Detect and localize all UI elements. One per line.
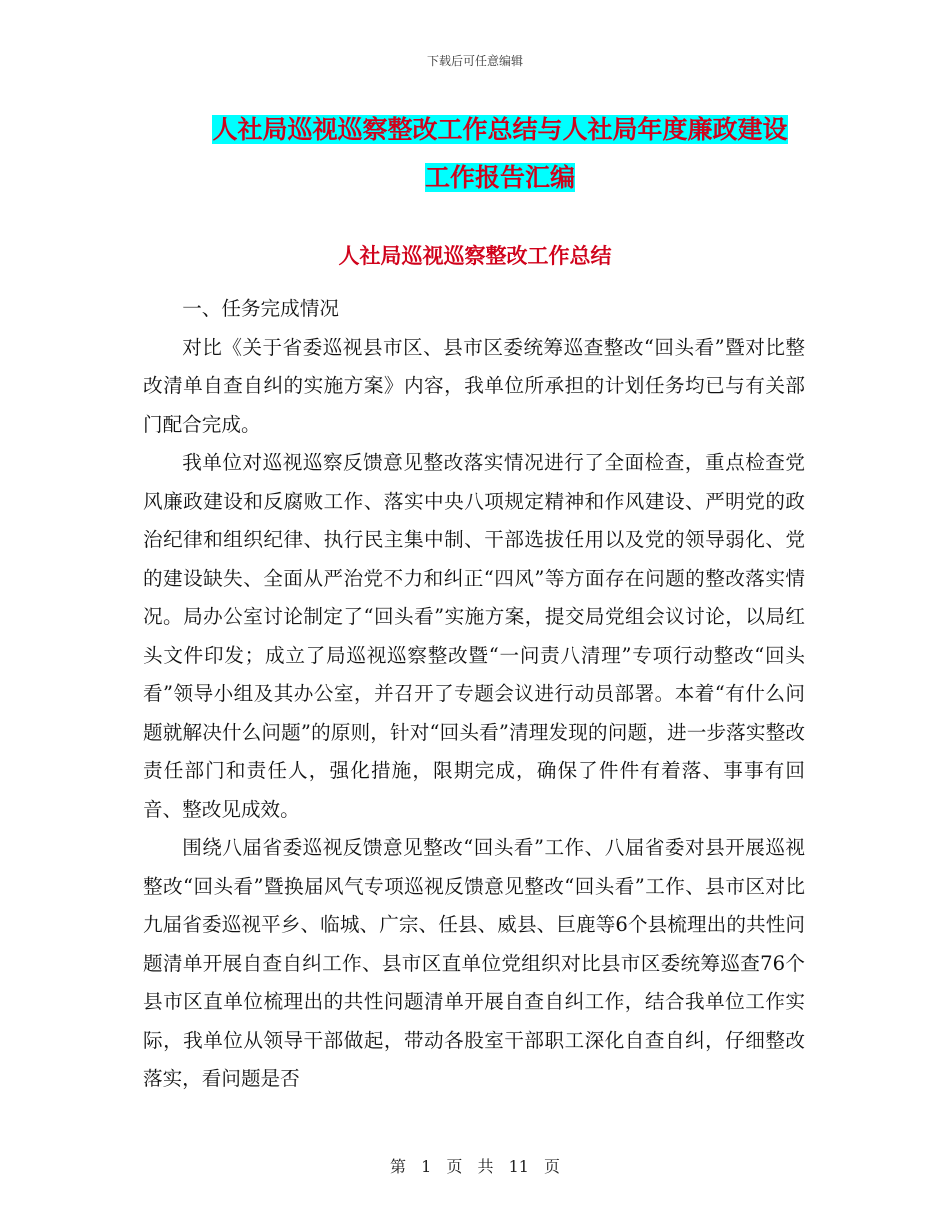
total-label: 共: [477, 1157, 494, 1176]
document-title: [120, 106, 880, 202]
paragraph-heading: 一、任务完成情况: [182, 297, 339, 320]
paragraph: 对比《关于省委巡视县市区、县市区委统筹巡查整改“回头看”暨对比整改清单自查自纠的实施方案》内容，我单位所承担的计划任务均已与有关部门配合完成。: [143, 335, 805, 436]
page-number: 1: [421, 1157, 432, 1176]
total-pages: 11: [508, 1157, 529, 1176]
section-title: 人社局巡视巡察整改工作总结: [338, 243, 612, 268]
total-unit: 页: [544, 1157, 561, 1176]
document-body: [143, 290, 805, 1099]
header-note: 下载后可任意编辑: [426, 54, 523, 68]
paragraph: 我单位对巡视巡察反馈意见整改落实情况进行了全面检查，重点检查党风廉政建设和反腐败工作、落实中央八项规定精神和作风建设、严明党的政治纪律和组织纪律、执行民主集中制、干部选拔任用以及党的领导弱化、党的建设缺失、全面从严治党不力和纠正“四风”等方面存在问题的整改落实情况。局办公室讨论制定了“回头看”实施方案，提交局党组会议讨论，以局红头文件印发；成立了局巡视巡察整改暨“一问责八清理”专项行动整改“回头看”领导小组及其办公室，并召开了专题会议进行动员部署。本着“有什么问题就解决什么问题”的原则，针对“回头看”清理发现的问题，进一步落实整改责任部门和责任人，强化措施，限期完成，确保了件件有着落、事事有回音、整改见成效。: [143, 451, 805, 821]
page-footer: [0, 1154, 950, 1177]
document-title-line-1: 人社局巡视巡察整改工作总结与人社局年度廉政建设: [212, 115, 788, 144]
document-title-line-2: 工作报告汇编: [424, 163, 575, 192]
page-label: 第: [389, 1157, 406, 1176]
paragraph: 围绕八届省委巡视反馈意见整改“回头看”工作、八届省委对县开展巡视整改“回头看”暨换届风气专项巡视反馈意见整改“回头看”工作、县市区对比九届省委巡视平乡、临城、广宗、任县、威县、巨鹿等6个县梳理出的共性问题清单开展自查自纠工作、县市区直单位党组织对比县市区委统筹巡查76个县市区直单位梳理出的共性问题清单开展自查自纠工作，结合我单位工作实际，我单位从领导干部做起，带动各股室干部职工深化自查自纠，仔细整改落实，看问题是否: [143, 836, 805, 1090]
page-unit: 页: [446, 1157, 463, 1176]
